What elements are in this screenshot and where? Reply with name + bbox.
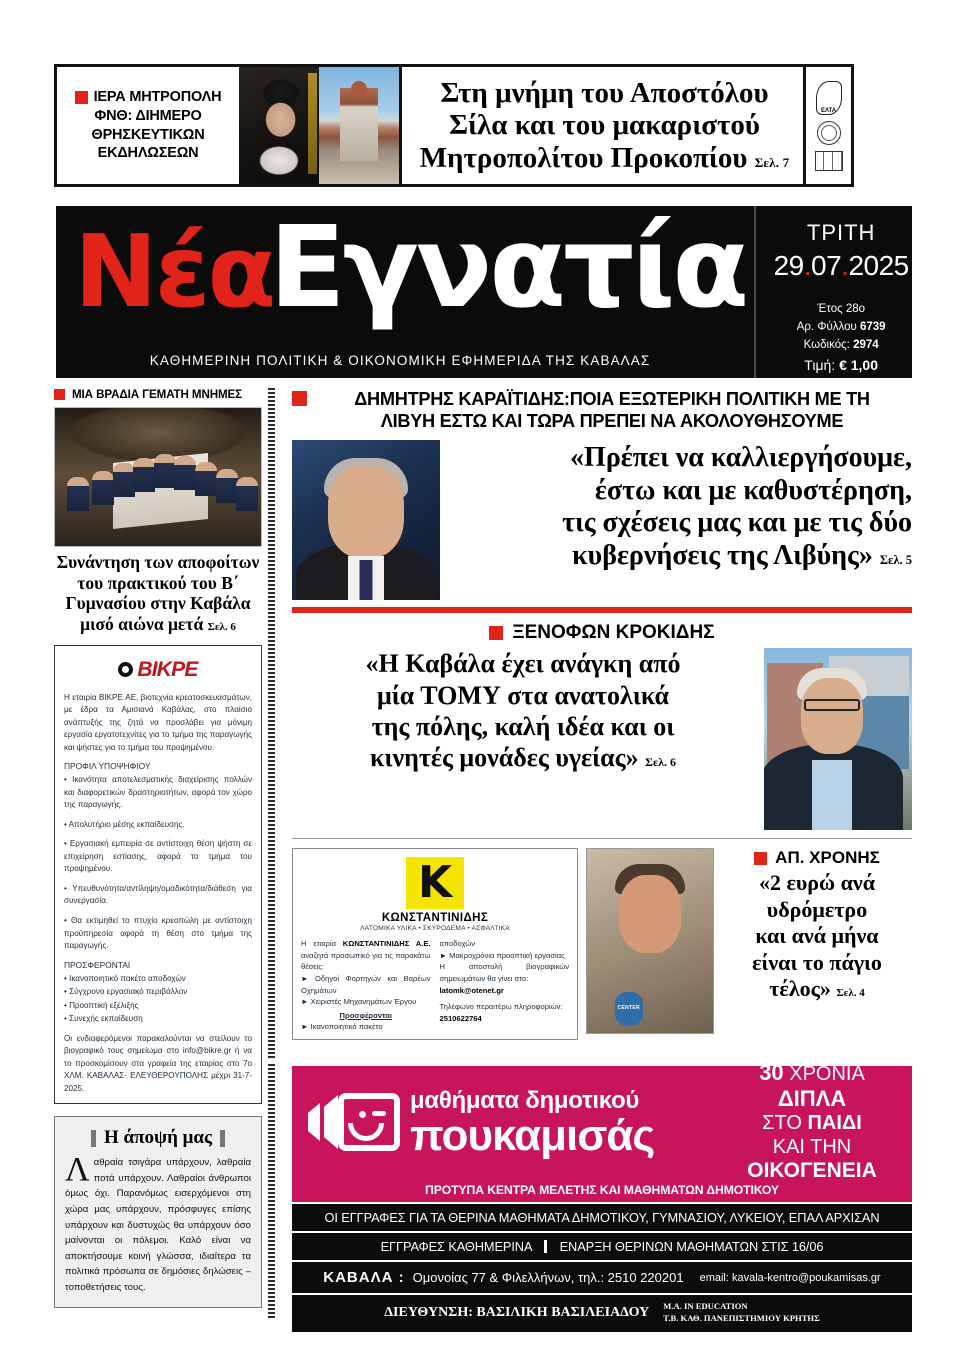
masthead-date-day: 29	[773, 250, 804, 281]
lead-story-page-ref: Σελ. 5	[879, 552, 912, 567]
third-row	[292, 848, 912, 1039]
badge-line-5: ΟΙΚΟΓΕΝΕΙΑ	[747, 1159, 877, 1183]
poukamisas-smiley-icon	[302, 1087, 400, 1157]
bikpe-logo	[64, 654, 252, 692]
chronis-quote-line-5: τέλος» Σελ. 4	[769, 975, 865, 1001]
poukamisas-badge	[722, 1060, 902, 1185]
krokidis-photo	[764, 648, 912, 830]
lead-quote-line-1: «Πρέπει να καλλιεργήσουμε,	[570, 442, 912, 474]
poukamisas-banner	[292, 1059, 912, 1183]
reunion-dinner-photo	[54, 407, 262, 547]
editorial-text: αθραία τσιγάρα υπάρχουν, λαθραία ποτά υπάρχουν. Λαθραίοι άνθρωποι όμως όχι. Παρανόμως εισερχόμενοι στη χώρα μας υπάρχουν, πρόσφυγες επίσης υπάρχουν και δυστυχώς θα υπάρχουν όσο μαίνονται οι πόλεμοι. Καλό είναι να αποκτήσουμε κοινή γλώσσα, ιδιαίτερα τα πολιτικά πρόσωπα σε δημόσιες δηλώσεις – τοποθετήσεις τους.	[65, 1157, 251, 1293]
kon-email[interactable]: latomk@otenet.gr	[439, 985, 504, 995]
top-banner-kicker	[57, 67, 239, 184]
lead-story-row[interactable]	[292, 440, 912, 600]
bikpe-wordmark: BIKPE	[137, 657, 198, 681]
poukamisas-credentials	[663, 1301, 819, 1324]
kon-item-1r: ► Μακροχρόνια προοπτική εργασίας	[439, 950, 565, 960]
editorial-dropcap: Λ	[65, 1151, 90, 1189]
top-banner-page-ref: Σελ. 7	[754, 154, 790, 170]
masthead-code-value: 2974	[853, 338, 879, 351]
konstantinidis-job-ad[interactable]	[292, 848, 578, 1039]
konstantinidis-columns	[301, 938, 569, 1032]
krokidis-quote-line-2: μία ΤΟΜΥ στα ανατολικά	[376, 680, 670, 710]
lead-quote-line-4: κυβερνήσεις της Λιβύης» Σελ. 5	[572, 539, 912, 571]
poukamisas-ad[interactable]	[292, 1059, 912, 1332]
kon-item-2r: Η αποστολή βιογραφικών σημειωμάτων θα γίνει στο:	[439, 962, 569, 983]
kon-phone[interactable]: 2510622764	[439, 1013, 482, 1023]
masthead-price-value: € 1,00	[839, 357, 879, 374]
bikpe-offer-item: • Προοπτική εξέλιξης	[64, 1000, 139, 1010]
poukamisas-brand: πουκαμισάς	[410, 1111, 655, 1161]
masthead-date-year: 2025	[848, 250, 909, 281]
reunion-caption-line-3: Γυμνασίου στην Καβάλα	[65, 593, 251, 614]
masthead-date-block	[754, 206, 926, 378]
bikpe-offer-item: • Ικανοποιητικό πακέτο αποδοχών	[64, 973, 186, 983]
editorial-title: Η άποψή μας	[103, 1127, 213, 1149]
top-banner	[54, 64, 854, 187]
page-body	[54, 388, 912, 1323]
poukamisas-tagline: μαθήματα δημοτικού	[410, 1087, 640, 1115]
chronis-kicker	[722, 848, 912, 868]
krokidis-kicker	[292, 622, 912, 644]
krokidis-quote-line-1: «Η Καβάλα έχει ανάγκη από	[365, 649, 681, 679]
bikpe-closing: Οι ενδιαφερόμενοι παρακαλούνται να στείλουν το βιογραφικό τους σημείωμα στο info@bikre.gr ή να το προσκομίσουν στα γραφεία της εταιρίας στο 7ο ΧΛΜ. ΚΑΒΑΛΑΣ- ΕΛΕΥΘΕΡΟΥΠΟΛΗΣ μέχρι 31-7-2025.	[64, 1033, 252, 1093]
masthead-title-area	[56, 203, 754, 378]
lead-kicker-text	[316, 388, 908, 432]
poukamisas-director: ΔΙΕΥΘΥΝΣΗ: ΒΑΣΙΛΙΚΗ ΒΑΣΙΛΕΙΑΔΟΥ	[384, 1304, 650, 1320]
certification-logos	[803, 67, 851, 184]
top-banner-headline-line-2: Σίλα και του μακαριστού	[449, 109, 760, 142]
kon-intro-a: Η εταιρία	[301, 939, 343, 949]
top-banner-kicker-line-3: ΘΡΗΣΚΕΥΤΙΚΩΝ	[91, 126, 205, 143]
chronis-photo	[586, 848, 714, 1034]
poukamisas-schedule-bar	[292, 1231, 912, 1260]
bishop-photo	[239, 67, 319, 184]
red-square-icon	[292, 391, 307, 406]
masthead-date: 29.07.2025	[773, 250, 909, 281]
chronis-quote-line-4: είναι το πάγιο	[752, 949, 882, 975]
masthead-issue: Αρ. Φύλλου 6739	[796, 320, 886, 333]
masthead-meta	[797, 301, 886, 354]
masthead	[56, 203, 912, 378]
top-banner-kicker-text-1: ΙΕΡΑ ΜΗΤΡΟΠΟΛΗ	[93, 89, 222, 106]
masthead-price: Τιμή: € 1,00	[804, 357, 879, 374]
masthead-weekday: ΤΡΙΤΗ	[806, 220, 876, 245]
poukamisas-enrollment-strip: ΟΙ ΕΓΓΡΑΦΕΣ ΓΙΑ ΤΑ ΘΕΡΙΝΑ ΜΑΘΗΜΑΤΑ ΔΗΜΟΤΙΚΟΥ, ΓΥΜΝΑΣΙΟΥ, ΛΥΚΕΙΟΥ, ΕΠΑΛ ΑΡΧΙΣΑΝ	[292, 1202, 912, 1231]
editorial-opinion-box[interactable]	[54, 1116, 262, 1308]
chronis-page-ref: Σελ. 4	[836, 986, 865, 999]
masthead-title-egnatia: Εγνατία	[269, 203, 747, 333]
krokidis-quote	[292, 648, 754, 830]
reunion-page-ref: Σελ. 6	[207, 620, 236, 633]
poukamisas-brand-block	[302, 1087, 722, 1161]
lead-kicker-line-2: ΛΙΒΥΗ ΕΣΤΩ ΚΑΙ ΤΩΡΑ ΠΡΕΠΕΙ ΝΑ ΑΚΟΛΟΥΘΗΣΟΥΜΕ	[380, 411, 844, 432]
certificate-logo	[815, 151, 843, 171]
poukamisas-bar-right: ΕΝΑΡΞΗ ΘΕΡΙΝΩΝ ΜΑΘΗΜΑΤΩΝ ΣΤΙΣ 16/06	[559, 1239, 824, 1254]
badge-line-3: ΣΤΟ ΠΑΙΔΙ	[762, 1112, 862, 1135]
reunion-caption-line-2: του πρακτικού του Β΄	[77, 572, 239, 593]
top-banner-kicker-line-1	[75, 88, 222, 107]
chronis-quote	[722, 870, 912, 1002]
masthead-title-nea: Νέα	[74, 213, 274, 330]
red-divider-bar	[292, 607, 912, 613]
reunion-caption[interactable]	[54, 552, 262, 635]
badge-line-1: 30 ΧΡΟΝΙΑ	[759, 1059, 865, 1085]
top-banner-headline-text-3: Μητροπολίτου Προκοπίου	[419, 141, 748, 174]
top-banner-kicker-line-4: ΕΚΔΗΛΩΣΕΩΝ	[97, 145, 199, 162]
lead-quote-line-2: έστω και με καθυστέρηση,	[594, 474, 912, 506]
column-separator-bottom	[268, 1064, 275, 1318]
bar-icon	[220, 1130, 225, 1147]
bikpe-job-ad[interactable]	[54, 645, 262, 1105]
chronis-quote-line-3: και ανά μήνα	[755, 923, 879, 949]
bikpe-mark-icon	[118, 662, 133, 677]
bikpe-offers-header: ΠΡΟΣΦΕΡΟΝΤΑΙ	[64, 959, 131, 970]
kon-offers-header: Προσφέρονται	[339, 1010, 392, 1020]
main-column	[292, 388, 912, 1040]
konstantinidis-col-left	[301, 938, 431, 1032]
lead-story-quote	[450, 440, 912, 600]
kon-item-0r: αποδοχών	[439, 939, 475, 949]
krokidis-story[interactable]	[292, 622, 912, 839]
masthead-date-month: 07	[811, 250, 842, 281]
column-separator-top	[268, 388, 275, 1058]
credential-line-1: M.A. IN EDUCATION	[663, 1301, 748, 1311]
top-banner-headline[interactable]	[399, 67, 803, 184]
poukamisas-subtitle: ΠΡΟΤΥΠΑ ΚΕΝΤΡΑ ΜΕΛΕΤΗΣ ΚΑΙ ΜΑΘΗΜΑΤΩΝ ΔΗΜΟΤΙΚΟΥ	[292, 1178, 912, 1202]
poukamisas-address-bar	[292, 1260, 912, 1293]
bikpe-profile-item: • Ικανότητα αποτελεσματικής διαχείρισης πολλών και διαφορετικών δραστηριοτήτων, αφορά τον χώρο της παραγωγής.	[64, 775, 252, 810]
krokidis-page-ref: Σελ. 6	[645, 754, 677, 769]
masthead-title[interactable]	[74, 203, 747, 333]
top-banner-headline-line-1: Στη μνήμη του Αποστόλου	[440, 76, 769, 109]
editorial-body	[65, 1151, 251, 1295]
kon-intro-b: ΚΩΝΣΤΑΝΤΙΝΙΔΗΣ Α.Ε.	[342, 939, 431, 949]
poukamisas-bar-left: ΕΓΓΡΑΦΕΣ ΚΑΘΗΜΕΡΙΝΑ	[380, 1239, 532, 1254]
lead-quote-line-3: τις σχέσεις μας και με τις δύο	[562, 507, 912, 539]
masthead-year: Έτος 28ο	[817, 303, 866, 315]
konstantinidis-logo: K	[406, 857, 464, 909]
bikpe-profile-item: • Απολυτήριο μέσης εκπαίδευσης.	[64, 819, 185, 829]
vertical-separator-icon	[544, 1240, 547, 1253]
reunion-caption-line-4: μισό αιώνα μετά Σελ. 6	[80, 613, 236, 634]
elta-logo: ΕΛΤΑ	[816, 81, 842, 115]
memories-kicker-text: ΜΙΑ ΒΡΑΔΙΑ ΓΕΜΑΤΗ ΜΝΗΜΕΣ	[72, 388, 243, 401]
chronis-kicker-text: ΑΠ. ΧΡΟΝΗΣ	[775, 848, 880, 868]
bikpe-offer-item: • Συνεχής εκπαίδευση	[64, 1014, 143, 1024]
konstantinidis-col-right	[440, 938, 570, 1032]
masthead-code: Κωδικός: 2974	[803, 338, 879, 351]
top-banner-photos	[239, 67, 399, 184]
grey-divider	[292, 838, 912, 839]
credential-line-2: Τ.Β. ΚΑΘ. ΠΑΝΕΠΙΣΤΗΜΙΟΥ ΚΡΗΤΗΣ	[663, 1312, 820, 1323]
poukamisas-email[interactable]: email: kavala-kentro@poukamisas.gr	[699, 1271, 881, 1284]
poukamisas-wordmark	[410, 1087, 655, 1161]
bikpe-profile-item: • Εργασιακή εμπειρία σε αντίστοιχη θέση ψήστη σε επιχείρηση εστίασης, αφορά το τμήμα του προψημένου.	[64, 839, 252, 874]
red-square-icon	[54, 389, 65, 400]
red-square-icon	[754, 852, 767, 865]
krokidis-kicker-text: ΞΕΝΟΦΩΝ ΚΡΟΚΙΔΗΣ	[512, 622, 715, 644]
memories-kicker	[54, 388, 262, 401]
kon-intro-c: αναζητά προσωπικό για τις παρακάτω θέσεις:	[301, 950, 431, 972]
bikpe-offer-item: • Σύγχρονο εργασιακό περιβάλλον	[64, 987, 188, 997]
kon-item-1: ► Οδηγοί Φορτηγών και Βαρέων Οχημάτων	[301, 974, 431, 995]
red-square-icon	[489, 626, 503, 640]
poukamisas-city: ΚΑΒΑΛΑ :	[323, 1269, 405, 1286]
lead-kicker-line-1: ΔΗΜΗΤΡΗΣ ΚΑΡΑΪΤΙΔΗΣ:ΠΟΙΑ ΕΞΩΤΕΡΙΚΗ ΠΟΛΙΤΙΚΗ ΜΕ ΤΗ	[354, 389, 870, 409]
masthead-subtitle: ΚΑΘΗΜΕΡΙΝΗ ΠΟΛΙΤΙΚΗ & ΟΙΚΟΝΟΜΙΚΗ ΕΦΗΜΕΡΙΔΑ ΤΗΣ ΚΑΒΑΛΑΣ	[149, 353, 651, 368]
kon-item-3: ► Ικανοποιητικό πακέτο	[301, 1022, 383, 1032]
konstantinidis-name: ΚΩΝΣΤΑΝΤΙΝΙΔΗΣ	[381, 912, 489, 925]
bikpe-profile-item: • Θα εκτιμηθεί το πτυχίο κρεοπώλη με αντίστοιχη προϋπηρεσία αφορά τη θέση στο τμήμα της παραγωγής.	[64, 916, 252, 951]
church-photo	[319, 67, 399, 184]
bar-icon	[91, 1130, 96, 1147]
krokidis-row	[292, 648, 912, 830]
kon-item-2: ► Χειριστές Μηχανημάτων Έργου	[301, 997, 417, 1007]
editorial-title-row	[65, 1127, 251, 1149]
konstantinidis-subtitle: ΛΑΤΟΜΙΚΑ ΥΛΙΚΑ • ΣΚΥΡΟΔΕΜΑ • ΑΣΦΑΛΤΙΚΑ	[360, 925, 510, 933]
chronis-story[interactable]	[722, 848, 912, 1039]
bikpe-profile-header: ΠΡΟΦΙΛ ΥΠΟΨΗΦΙΟΥ	[64, 761, 151, 772]
chronis-quote-line-2: υδρόμετρο	[766, 896, 868, 922]
lead-story-kicker	[292, 388, 912, 432]
kon-phone-label: Τηλέφωνο περαιτέρω πληροφοριών:	[439, 1002, 563, 1012]
microphone-icon	[615, 992, 643, 1026]
krokidis-quote-line-4: κινητές μονάδες υγείας» Σελ. 6	[369, 742, 677, 772]
poukamisas-street: Ομονοίας 77 & Φιλελλήνων, τηλ.: 2510 220201	[412, 1270, 684, 1285]
badge-line-2: ΔΙΠΛΑ	[777, 1086, 847, 1112]
top-banner-headline-line-3	[420, 142, 790, 174]
krokidis-quote-line-3: της πόλης, καλή ιδέα και οι	[371, 711, 675, 741]
badge-line-4: ΚΑΙ ΤΗΝ	[772, 1135, 852, 1158]
seal-logo	[817, 121, 841, 145]
bikpe-intro: Η εταιρία BIKPE ΑΕ, βιοτεχνία κρεατοσκευασμάτων, με έδρα τα Αμισιανά Καβάλας, στο πλαίσιο ανάπτυξής της ζητά να προσλάβει για μόνιμη εργασία εργατοτεχνίτες για το τμήμα της παραγωγής και ψήστες για το τμήμα του προψημένου.	[64, 692, 252, 752]
karaitidis-photo	[292, 440, 440, 600]
masthead-issue-value: 6739	[860, 320, 886, 333]
poukamisas-director-bar	[292, 1293, 912, 1332]
bikpe-profile-item: • Υπευθυνότητα/αντίληψη/ομαδικότητα/διάθεση για συνεργασία.	[64, 883, 252, 906]
reunion-caption-line-1: Συνάντηση των αποφοίτων	[56, 552, 260, 572]
chronis-quote-line-1: «2 ευρώ ανά	[758, 870, 876, 896]
left-column	[54, 388, 262, 1308]
top-banner-kicker-line-2: ΦΝΘ: ΔΙΗΜΕΡΟ	[94, 107, 202, 124]
red-square-icon	[75, 91, 88, 104]
